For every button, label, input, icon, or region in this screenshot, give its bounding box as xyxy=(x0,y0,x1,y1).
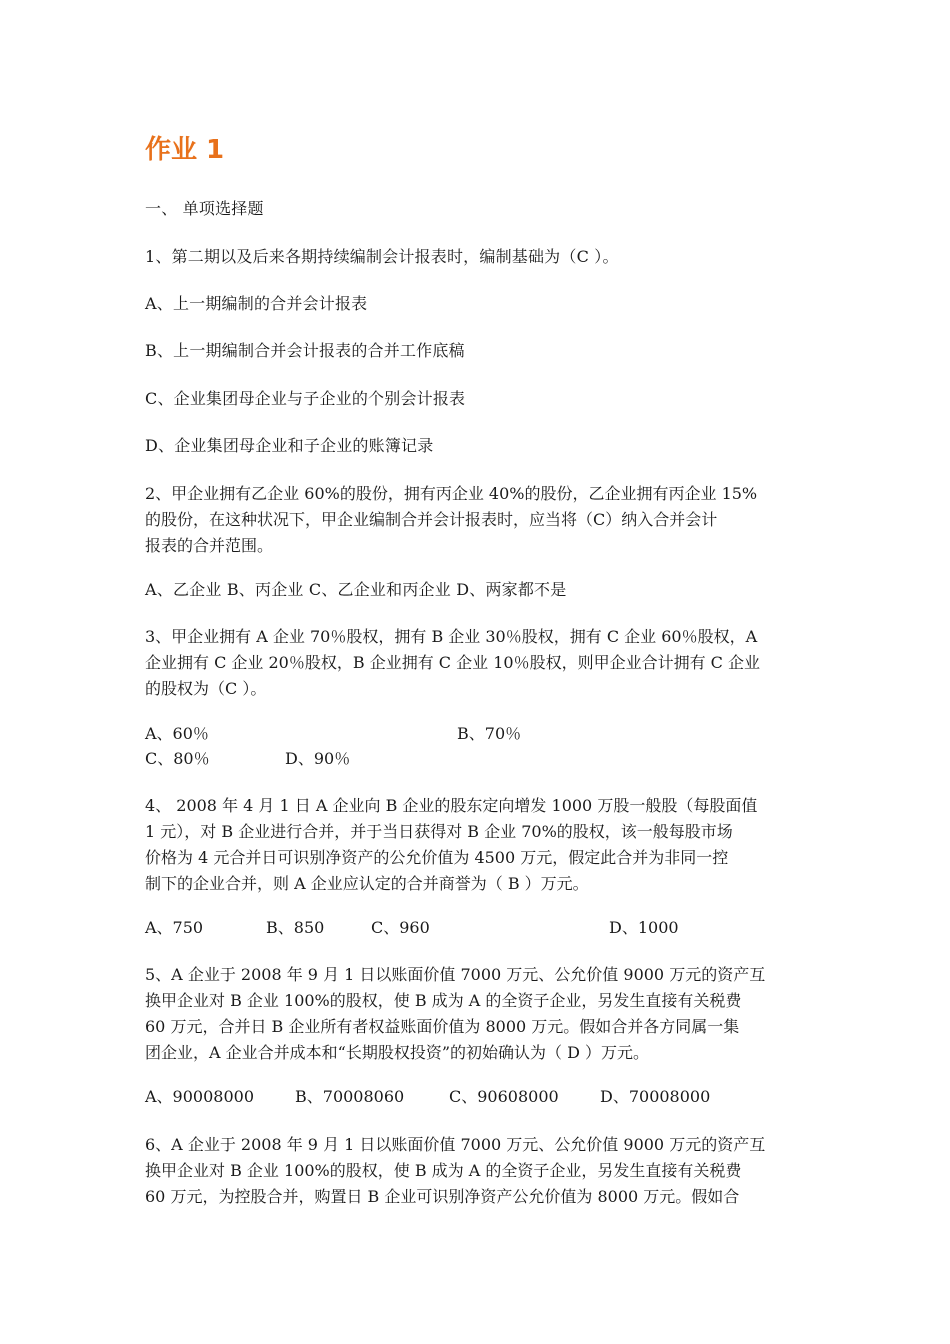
question-4-line: 价格为 4 元合并日可识别净资产的公允价值为 4500 万元，假定此合并为非同一控 xyxy=(145,848,729,867)
question-1-option-a: A、上一期编制的合并会计报表 xyxy=(145,294,368,313)
question-4-line: 4、 2008 年 4 月 1 日 A 企业向 B 企业的股东定向增发 1000 万股一般股（每股面值 xyxy=(145,796,758,815)
question-5-line: 团企业，A 企业合并成本和“长期股权投资”的初始确认为（ D ）万元。 xyxy=(145,1043,650,1062)
question-3-stem xyxy=(145,624,810,702)
question-3-option-d: D、90％ xyxy=(285,749,351,768)
question-2-line: 的股份，在这种状况下，甲企业编制合并会计报表时，应当将（C）纳入合并会计 xyxy=(145,510,718,529)
question-5-stem xyxy=(145,962,810,1066)
question-3-option-a: A、60％ xyxy=(145,724,209,743)
question-4-line: 1 元），对 B 企业进行合并，并于当日获得对 B 企业 70%的股权，该一般每股市场 xyxy=(145,822,733,841)
question-4-option-c: C、960 xyxy=(371,918,430,937)
question-5-line: 5、A 企业于 2008 年 9 月 1 日以账面价值 7000 万元、公允价值 9000 万元的资产互 xyxy=(145,965,766,984)
section-heading: 一、 单项选择题 xyxy=(145,199,264,218)
question-1-option-d: D、企业集团母企业和子企业的账簿记录 xyxy=(145,436,434,455)
question-4-option-a: A、750 xyxy=(145,918,204,937)
question-3-line: 3、甲企业拥有 A 企业 70％股权，拥有 B 企业 30％股权，拥有 C 企业 60％股权，A xyxy=(145,627,758,646)
question-3-line: 的股权为（C ）。 xyxy=(145,679,267,698)
question-2-options: A、乙企业 B、丙企业 C、乙企业和丙企业 D、两家都不是 xyxy=(145,580,567,599)
question-5-option-a: A、90008000 xyxy=(145,1087,254,1106)
question-5-option-b: B、70008060 xyxy=(295,1087,405,1106)
question-2-line: 报表的合并范围。 xyxy=(145,536,274,555)
question-3-line: 企业拥有 C 企业 20％股权，B 企业拥有 C 企业 10％股权，则甲企业合计拥有 C 企业 xyxy=(145,653,760,672)
question-6-stem xyxy=(145,1132,810,1210)
page-title: 作业 1 xyxy=(145,135,225,165)
question-1-stem: 1、第二期以及后来各期持续编制会计报表时，编制基础为（C ）。 xyxy=(145,247,619,266)
question-6-line: 60 万元，为控股合并，购置日 B 企业可识别净资产公允价值为 8000 万元。假如合 xyxy=(145,1187,740,1206)
question-1-option-c: C、企业集团母企业与子企业的个别会计报表 xyxy=(145,389,466,408)
question-5-option-d: D、70008000 xyxy=(600,1087,711,1106)
question-5-option-c: C、90608000 xyxy=(449,1087,559,1106)
question-4-stem xyxy=(145,793,810,897)
question-6-line: 6、A 企业于 2008 年 9 月 1 日以账面价值 7000 万元、公允价值 9000 万元的资产互 xyxy=(145,1135,766,1154)
question-2-line: 2、甲企业拥有乙企业 60%的股份，拥有丙企业 40%的股份，乙企业拥有丙企业 15% xyxy=(145,484,758,503)
question-1-option-b: B、上一期编制合并会计报表的合并工作底稿 xyxy=(145,341,465,360)
question-3-option-b: B、70％ xyxy=(457,724,522,743)
question-5-line: 换甲企业对 B 企业 100%的股权，使 B 成为 A 的全资子企业，另发生直接有关税费 xyxy=(145,991,742,1010)
question-4-option-b: B、850 xyxy=(266,918,325,937)
question-2-stem xyxy=(145,481,810,559)
question-6-line: 换甲企业对 B 企业 100%的股权，使 B 成为 A 的全资子企业，另发生直接有关税费 xyxy=(145,1161,742,1180)
question-5-line: 60 万元，合并日 B 企业所有者权益账面价值为 8000 万元。假如合并各方同属一集 xyxy=(145,1017,740,1036)
question-4-option-d: D、1000 xyxy=(609,918,679,937)
question-4-line: 制下的企业合并，则 A 企业应认定的合并商誉为（ B ）万元。 xyxy=(145,874,589,893)
question-3-option-c: C、80％ xyxy=(145,749,210,768)
